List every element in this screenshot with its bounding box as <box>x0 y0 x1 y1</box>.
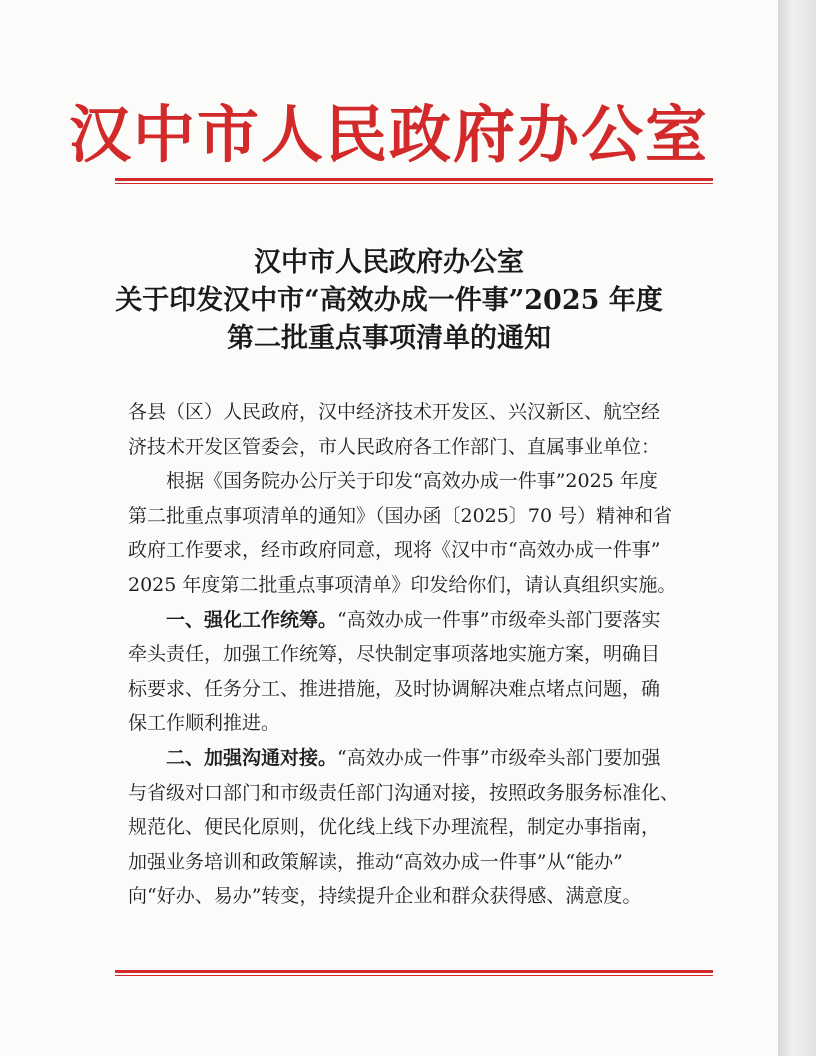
scan-edge-strip <box>778 0 816 1056</box>
section1-line-4: 保工作顺利推进。 <box>128 712 281 735</box>
para1-line-1: 根据《国务院办公厅关于印发“高效办成一件事”2025 年度 <box>166 470 658 493</box>
title-line-3: 第二批重点事项清单的通知 <box>227 323 551 354</box>
title-line-2: 关于印发汉中市“高效办成一件事”2025 年度 <box>115 285 663 316</box>
title-line-1: 汉中市人民政府办公室 <box>254 247 524 278</box>
red-rule-thin <box>115 183 713 184</box>
salutation-line-2: 济技术开发区管委会，市人民政府各工作部门、直属事业单位： <box>128 435 661 458</box>
section2-heading: 二、加强沟通对接。 <box>166 746 338 769</box>
section2-line-5: 向“好办、易办”转变，持续提升企业和群众获得感、满意度。 <box>128 885 642 908</box>
salutation-line-1: 各县（区）人民政府，汉中经济技术开发区、兴汉新区、航空经 <box>128 401 661 423</box>
section2-line-2: 与省级对口部门和市级责任部门沟通对接，按照政务服务标准化、 <box>128 781 680 804</box>
document-title <box>0 244 778 358</box>
section1-line-1 <box>128 603 712 638</box>
section1-line-2: 牵头责任，加强工作统筹，尽快制定事项落地实施方案，明确目 <box>128 643 661 666</box>
document-body <box>128 395 712 914</box>
letterhead-red-rule <box>115 178 713 184</box>
section1-line-3: 标要求、任务分工、推进措施，及时协调解决难点堵点问题，确 <box>128 677 661 700</box>
red-rule-thick <box>115 178 713 181</box>
footer-rule-thin <box>115 975 713 976</box>
para1-line-2: 第二批重点事项清单的通知》（国办函〔2025〕70 号）精神和省 <box>128 504 673 527</box>
section1-heading: 一、强化工作统筹。 <box>166 608 338 631</box>
section2-line-4: 加强业务培训和政策解读，推动“高效办成一件事”从“能办” <box>128 850 623 873</box>
para1-line-4: 2025 年度第二批重点事项清单》印发给你们，请认真组织实施。 <box>128 573 677 596</box>
letterhead-title: 汉中市人民政府办公室 <box>68 98 709 171</box>
section2-line-1-rest: “高效办成一件事”市级牵头部门要加强 <box>337 746 661 769</box>
section2-line-1 <box>128 741 712 776</box>
para1-line-3: 政府工作要求，经市政府同意，现将《汉中市“高效办成一件事” <box>128 539 661 562</box>
section2-line-3: 规范化、便民化原则，优化线上线下办理流程，制定办事指南， <box>128 816 661 839</box>
section1-line-1-rest: “高效办成一件事”市级牵头部门要落实 <box>337 608 661 631</box>
footer-rule-thick <box>115 970 713 973</box>
footer-red-rule <box>115 970 713 976</box>
